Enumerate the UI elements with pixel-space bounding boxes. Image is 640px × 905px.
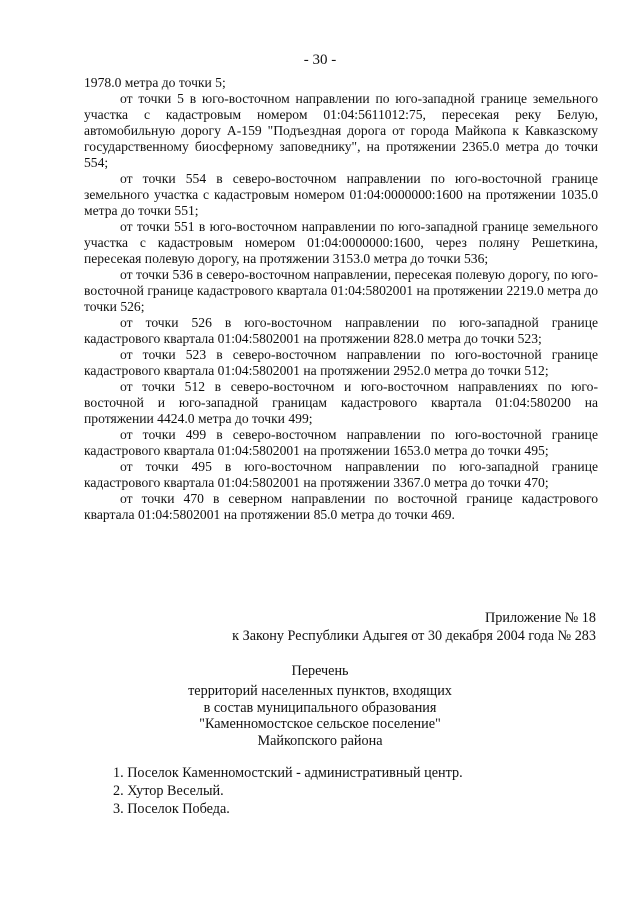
appendix-title: Приложение № 18 xyxy=(485,610,596,626)
list-heading xyxy=(0,663,640,749)
paragraph: от точки 536 в северо-восточном направлении, пересекая полевую дорогу, по юго-восточной границе кадастрового квартала 01:04:5802001 на протяжении 2219.0 метра до точки 526; xyxy=(84,267,598,314)
paragraph: от точки 512 в северо-восточном и юго-восточном направлениях по юго-восточной и юго-западной границам кадастрового квартала 01:04:580200 на протяжении 4424.0 метра до точки 499; xyxy=(84,379,598,426)
heading-line: в состав муниципального образования xyxy=(203,699,437,716)
paragraph: от точки 526 в юго-восточном направлении по юго-западной границе кадастрового квартала 01:04:5802001 на протяжении 828.0 метра до точки 523; xyxy=(84,315,598,346)
page-number: - 30 - xyxy=(303,52,337,68)
settlement-list xyxy=(113,764,463,818)
list-item: 2. Хутор Веселый. xyxy=(113,783,224,799)
appendix-reference xyxy=(232,609,596,645)
heading-line: Майкопского района xyxy=(257,732,383,749)
paragraph: от точки 499 в северо-восточном направлении по юго-восточной границе кадастрового квартала 01:04:5802001 на протяжении 1653.0 метра до точки 495; xyxy=(84,427,598,458)
paragraph: от точки 523 в северо-восточном направлении по юго-восточной границе кадастрового квартала 01:04:5802001 на протяжении 2952.0 метра до точки 512; xyxy=(84,347,598,378)
heading-line: территорий населенных пунктов, входящих xyxy=(188,683,452,700)
paragraph: от точки 554 в северо-восточном направлении по юго-восточной границе земельного участка с кадастровым номером 01:04:0000000:1600 на протяжении 1035.0 метра до точки 551; xyxy=(84,171,598,218)
heading-line: "Каменномостское сельское поселение" xyxy=(199,716,441,733)
appendix-law-reference: к Закону Республики Адыгея от 30 декабря 2004 года № 283 xyxy=(232,628,596,644)
document-body xyxy=(84,75,598,523)
list-item: 3. Поселок Победа. xyxy=(113,801,230,817)
paragraph: от точки 5 в юго-восточном направлении по юго-западной границе земельного участка с кадастровым номером 01:04:5611012:75, пересекая реку Белую, автомобильную дорогу А-159 "Подъездная дорога от города Майкопа к Кавказскому государственному биосферному заповеднику", на протяжении 2365.0 метра до точки 554; xyxy=(84,91,598,170)
heading-title: Перечень xyxy=(291,663,349,679)
list-item: 1. Поселок Каменномостский - административный центр. xyxy=(113,765,463,781)
paragraph: 1978.0 метра до точки 5; xyxy=(84,75,226,90)
paragraph: от точки 470 в северном направлении по восточной границе кадастрового квартала 01:04:5802001 на протяжении 85.0 метра до точки 469. xyxy=(84,491,598,522)
paragraph: от точки 551 в юго-восточном направлении по юго-западной границе земельного участка с кадастровым номером 01:04:0000000:1600, через поляну Решеткина, пересекая полевую дорогу, на протяжении 3153.0 метра до точки 536; xyxy=(84,219,598,266)
paragraph: от точки 495 в юго-восточном направлении по юго-западной границе кадастрового квартала 01:04:5802001 на протяжении 3367.0 метра до точки 470; xyxy=(84,459,598,490)
